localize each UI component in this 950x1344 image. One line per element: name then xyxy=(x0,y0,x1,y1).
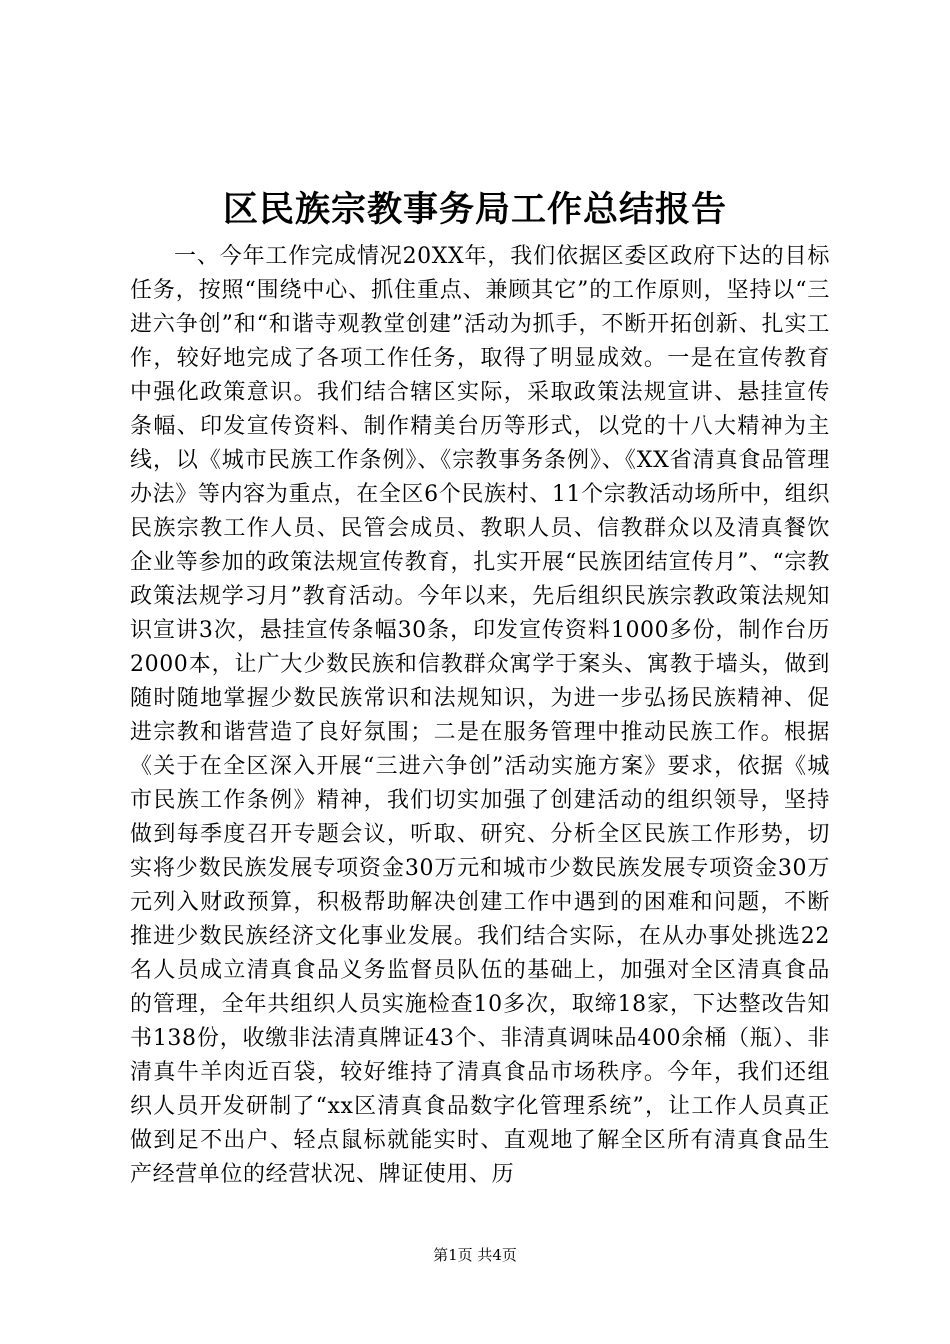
page-number-footer: 第1页 共4页 xyxy=(433,1246,517,1264)
document-body-paragraph: 一、今年工作完成情况20XX年，我们依据区委区政府下达的目标任务，按照“围绕中心、抓住重点、兼顾其它”的工作原则，坚持以“三进六争创”和“和谐寺观教堂创建”活动为抓手，不断开拓创新、扎实工作，较好地完成了各项工作任务，取得了明显成效。一是在宣传教育中强化政策意识。我们结合辖区实际，采取政策法规宣讲、悬挂宣传条幅、印发宣传资料、制作精美台历等形式，以党的十八大精神为主线，以《城市民族工作条例》、《宗教事务条例》、《XX省清真食品管理办法》等内容为重点，在全区6个民族村、11个宗教活动场所中，组织民族宗教工作人员、民管会成员、教职人员、信教群众以及清真餐饮企业等参加的政策法规宣传教育，扎实开展“民族团结宣传月”、“宗教政策法规学习月”教育活动。今年以来，先后组织民族宗教政策法规知识宣讲3次，悬挂宣传条幅30条，印发宣传资料1000多份，制作台历2000本，让广大少数民族和信教群众寓学于案头、寓教于墙头，做到随时随地掌握少数民族常识和法规知识，为进一步弘扬民族精神、促进宗教和谐营造了良好氛围；二是在服务管理中推动民族工作。根据《关于在全区深入开展“三进六争创”活动实施方案》要求，依据《城市民族工作条例》精神，我们切实加强了创建活动的组织领导，坚持做到每季度召开专题会议，听取、研究、分析全区民族工作形势，切实将少数民族发展专项资金30万元和城市少数民族发展专项资金30万元列入财政预算，积极帮助解决创建工作中遇到的困难和问题，不断推进少数民族经济文化事业发展。我们结合实际，在从办事处挑选22名人员成立清真食品义务监督员队伍的基础上，加强对全区清真食品的管理，全年共组织人员实施检查10多次，取缔18家，下达整改告知书138份，收缴非法清真牌证43个、非清真调味品400余桶（瓶）、非清真牛羊肉近百袋，较好维持了清真食品市场秩序。今年，我们还组织人员开发研制了“xx区清真食品数字化管理系统”，让工作人员真正做到足不出户、轻点鼠标就能实时、直观地了解全区所有清真食品生产经营单位的经营状况、牌证使用、历 xyxy=(130,244,830,1187)
document-title: 区民族宗教事务局工作总结报告 xyxy=(222,189,727,230)
